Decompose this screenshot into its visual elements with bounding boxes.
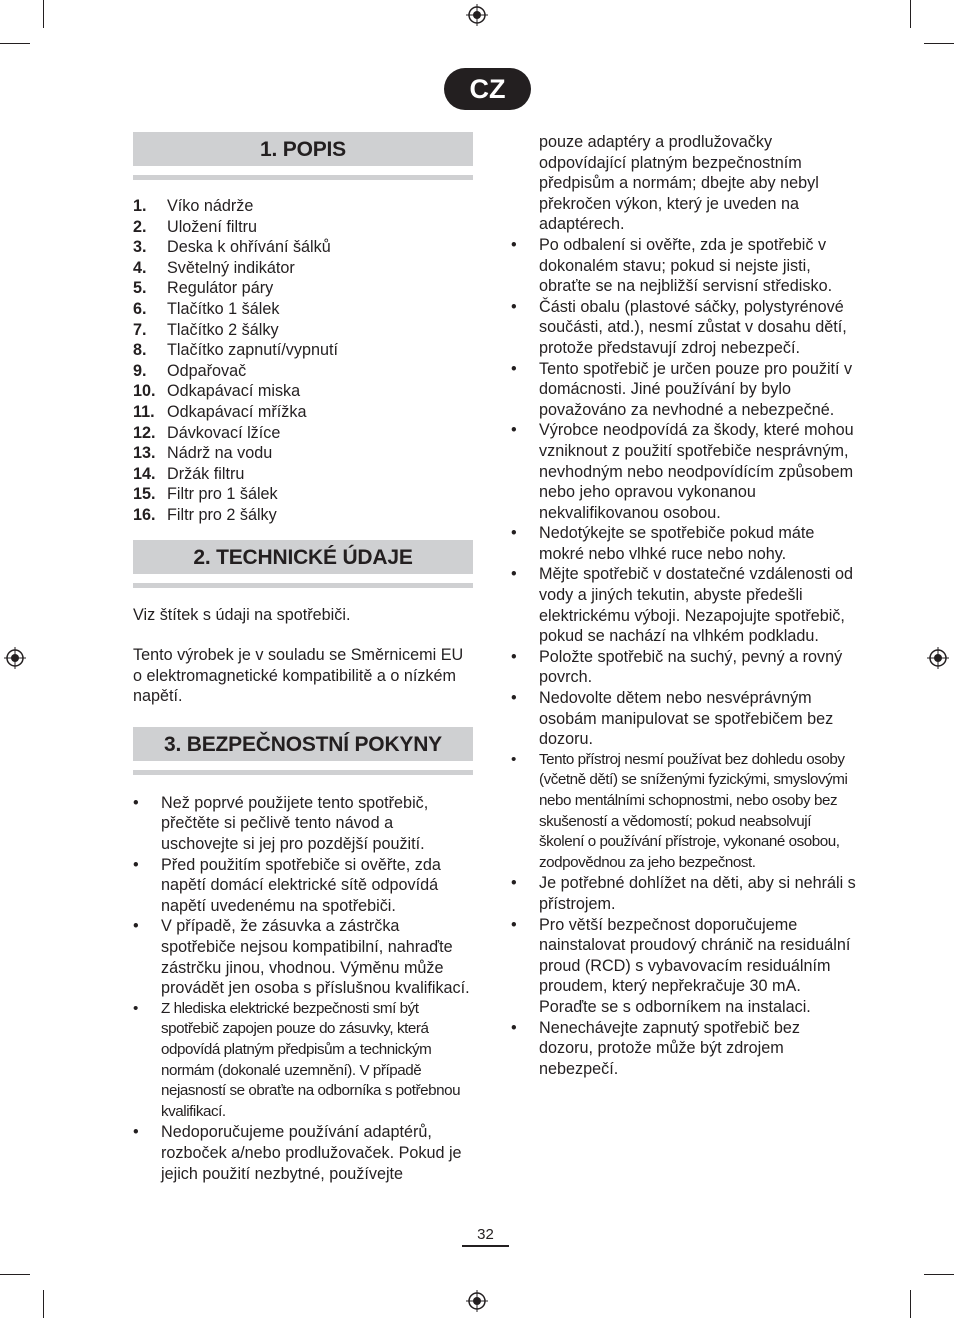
technical-paragraph-2: Tento výrobek je v souladu se Směrnicemi EU o elektromagnetické kompatibilitě a o nízkém napětí. [133, 646, 464, 706]
list-item: 8. Tlačítko zapnutí/vypnutí [133, 341, 338, 360]
list-item: 11. Odkapávací mřížka [133, 402, 307, 421]
list-item: • Nedovolte dětem nebo nesvéprávným osobám manipulovat se spotřebičem bez dozoru. [511, 689, 834, 749]
language-badge: CZ [444, 68, 531, 110]
registration-mark-right [927, 647, 949, 669]
crop-mark-tr-h [924, 43, 954, 44]
list-item: • Pro větší bezpečnost doporučujeme nainstalovat proudový chránič na residuální proud (RCD) s vybavovacím residuálním proudem, který nepřekračuje 30 mA. Poraďte se s odborníkem na instalaci. [511, 915, 851, 1016]
crop-mark-bl-h [0, 1274, 30, 1275]
list-item: • Tento spotřebič je určen pouze pro použití v domácnosti. Jiné používání by bylo považováno za nevhodné a nebezpečné. [511, 359, 853, 419]
list-item: • Mějte spotřebič v dostatečné vzdálenosti od vody a jiných tekutin, abyste předešli elektrickému výboji. Nezapojujte spotřebič, pokud se nachází na vlhkém podkladu. [511, 565, 854, 646]
heading-rule [133, 583, 473, 588]
list-item: 10. Odkapávací miska [133, 382, 301, 401]
list-item: • V případě, že zásuvka a zástrčka spotřebiče nejsou kompatibilní, nahraďte zástrčku jinou, vhodnou. Výměnu může provádět jen osoba s příslušnou kvalifikací. [133, 917, 470, 998]
list-item: • Nedoporučujeme používání adaptérů, rozboček a/nebo prodlužovaček. Pokud je jejich použití nezbytné, používejte [133, 1123, 462, 1183]
safety-list-left [133, 793, 473, 1184]
technical-paragraph-1: Viz štítek s údaji na spotřebiči. [133, 605, 351, 624]
crop-mark-br-h [924, 1274, 954, 1275]
page-number: 32 [462, 1226, 509, 1247]
list-item: 3. Deska k ohřívání šálků [133, 238, 331, 257]
list-item: • Části obalu (plastové sáčky, polystyrénové součásti, atd.), nesmí zůstat v dosahu dětí, protože představují zdroj nebezpečí. [511, 297, 847, 357]
crop-mark-tl-h [0, 43, 30, 44]
right-column [511, 132, 856, 1079]
crop-mark-tl-v [43, 0, 44, 28]
registration-mark-top [466, 4, 488, 26]
list-item: 14. Držák filtru [133, 464, 245, 483]
list-item: 1. Víko nádrže [133, 197, 254, 215]
list-item: 12. Dávkovací lžíce [133, 423, 281, 442]
parts-list [133, 196, 473, 526]
heading-rule [133, 770, 473, 775]
section-heading-popis: 1. POPIS [133, 132, 473, 166]
left-column [133, 132, 473, 1184]
list-item: • Před použitím spotřebiče si ověřte, zda napětí domácí elektrické sítě odpovídá napětí uvedenému na spotřebiči. [133, 855, 441, 915]
section-heading-technical: 2. TECHNICKÉ ÚDAJE [133, 540, 473, 574]
list-item: 15. Filtr pro 1 šálek [133, 485, 278, 504]
safety-list-right [511, 235, 856, 1079]
list-item: 7. Tlačítko 2 šálky [133, 320, 279, 339]
safety-continuation: pouze adaptéry a prodlužovačky odpovídající platným bezpečnostním předpisům a normám; dbejte aby nebyl překročen výkon, který je uveden na adaptérech. [539, 133, 819, 234]
list-item: • Nedotýkejte se spotřebiče pokud máte mokré nebo vlhké ruce nebo nohy. [511, 524, 815, 563]
list-item: • Nenechávejte zapnutý spotřebič bez dozoru, protože může být zdrojem nebezpečí. [511, 1018, 800, 1078]
list-item: • Je potřebné dohlížet na děti, aby si nehráli s přístrojem. [511, 874, 856, 913]
crop-mark-tr-v [910, 0, 911, 28]
section-heading-safety: 3. BEZPEČNOSTNÍ POKYNY [133, 727, 473, 761]
list-item: 13. Nádrž na vodu [133, 444, 273, 463]
list-item: • Po odbalení si ověřte, zda je spotřebič v dokonalém stavu; pokud si nejste jisti, obraťte se na nejbližší servisní středisko. [511, 235, 833, 296]
list-item: 2. Uložení filtru [133, 217, 257, 236]
registration-mark-bottom [466, 1290, 488, 1312]
list-item: • Než poprvé použijete tento spotřebič, přečtěte si pečlivě tento návod a uschovejte si jej pro pozdější použití. [133, 793, 429, 854]
list-item: 5. Regulátor páry [133, 279, 274, 298]
list-item: • Položte spotřebič na suchý, pevný a rovný povrch. [511, 647, 843, 687]
heading-rule [133, 175, 473, 180]
list-item: 16. Filtr pro 2 šálky [133, 505, 277, 524]
list-item: 4. Světelný indikátor [133, 258, 295, 277]
list-item: 9. Odpařovač [133, 361, 247, 380]
list-item: 6. Tlačítko 1 šálek [133, 299, 280, 318]
crop-mark-bl-v [43, 1290, 44, 1318]
list-item: • Z hlediska elektrické bezpečnosti smí být spotřebič zapojen pouze do zásuvky, která odpovídá platným předpisům a technickým normám (dokonalé uzemnění). V případě nejasností se obraťte na odborníka s potřebnou kvalifikací. [133, 999, 461, 1120]
list-item: • Výrobce neodpovídá za škody, které mohou vzniknout z použití spotřebiče nesprávným, nevhodným nebo neodpovídícím způsobem nebo jeho opravou vykonanou nekvalifikovanou osobou. [511, 421, 854, 522]
crop-mark-br-v [910, 1290, 911, 1318]
list-item: • Tento přístroj nesmí používat bez dohledu osoby (včetně dětí) se sníženými fyzickými, smyslovými nebo mentálními schopnostmi, nebo osoby bez skušeností a vědomostí; pokud neabsolvují školení o používání přístroje, vykonané osobou, zodpovědnou za jeho bezpečnost. [511, 750, 848, 871]
registration-mark-left [4, 647, 26, 669]
